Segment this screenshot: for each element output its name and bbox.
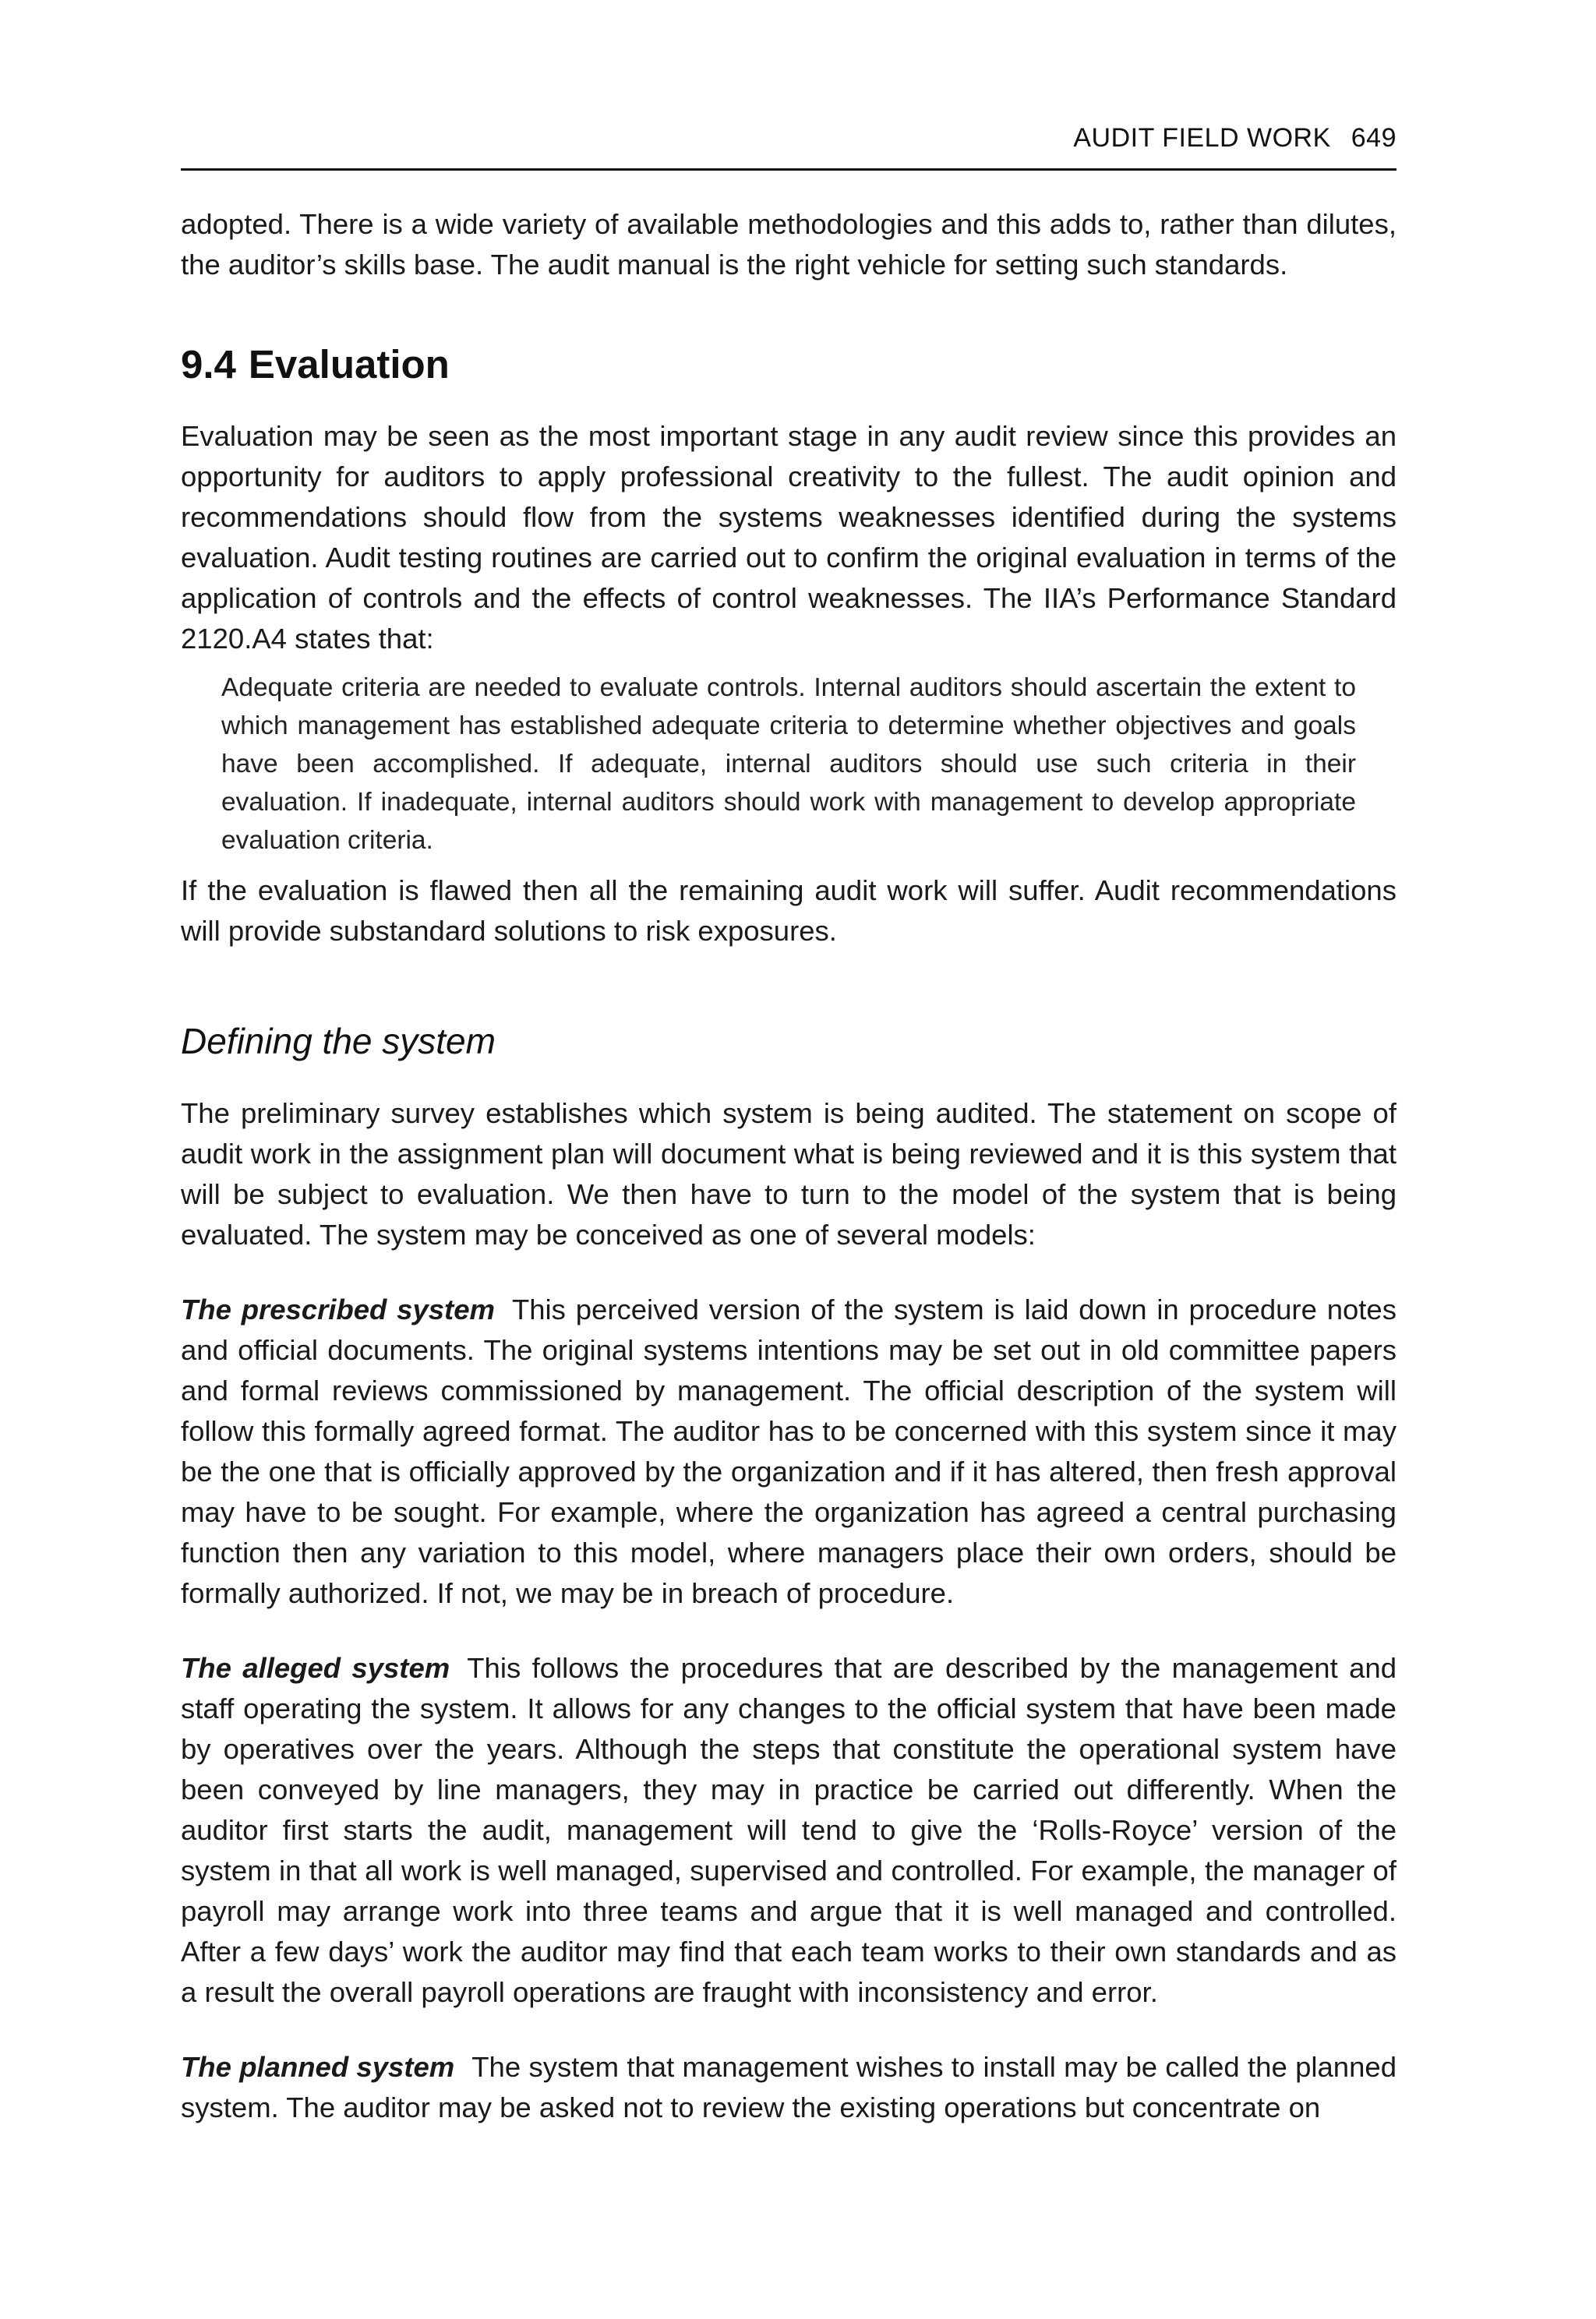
model-alleged-text: This follows the procedures that are described by the management and staff operating the system. It allows for any changes to the official system that have been made by operatives over the years. Although the steps that constitute the operational system have been conveyed by line managers, they may in practice be carried out differently. When the auditor first starts the audit, management will tend to give the ‘Rolls-Royce’ version of the system in that all work is well managed, supervised and controlled. For example, the manager of payroll may arrange work into three teams and argue that it is well managed and controlled. After a few days’ work the auditor may find that each team works to their own standards and as a result the overall payroll operations are fraught with inconsistency and error.	[181, 1652, 1396, 2008]
model-planned-term: The planned system	[181, 2051, 455, 2083]
model-alleged-paragraph	[181, 1648, 1396, 2013]
model-planned-text: The system that management wishes to install may be called the planned system. The auditor may be asked not to review the existing operations but concentrate on	[181, 2051, 1396, 2123]
model-prescribed-paragraph	[181, 1290, 1396, 1614]
subsection-heading: Defining the system	[181, 1021, 496, 1061]
evaluation-paragraph-1: Evaluation may be seen as the most important stage in any audit review since this provides an opportunity for auditors to apply professional creativity to the fullest. The audit opinion and recommendations should flow from the systems weaknesses identified during the systems evaluation. Audit testing routines are carried out to confirm the original evaluation in terms of the application of controls and the effects of control weaknesses. The IIA’s Performance Standard 2120.A4 states that:	[181, 420, 1396, 655]
section-title: Evaluation	[248, 342, 450, 386]
section-number: 9.4	[181, 342, 236, 386]
page-body	[181, 204, 1396, 2128]
running-head	[1073, 123, 1396, 154]
model-alleged-term: The alleged system	[181, 1652, 450, 1684]
standard-quote: Adequate criteria are needed to evaluate controls. Internal auditors should ascertain the extent to which management has established adequate criteria to determine whether objectives and goals have been accomplished. If adequate, internal auditors should use such criteria in their evaluation. If inadequate, internal auditors should work with management to develop appropriate evaluation criteria.	[221, 673, 1356, 855]
intro-paragraph: adopted. There is a wide variety of available methodologies and this adds to, rather than dilutes, the auditor’s skills base. The audit manual is the right vehicle for setting such standards.	[181, 208, 1396, 281]
model-prescribed-text: This perceived version of the system is laid down in procedure notes and official documents. The original systems intentions may be set out in old committee papers and formal reviews commissioned by management. The official description of the system will follow this formally agreed format. The auditor has to be concerned with this system since it may be the one that is officially approved by the organization and if it has altered, then fresh approval may have to be sought. For example, where the organization has agreed a central purchasing function then any variation to this model, where managers place their own orders, should be formally authorized. If not, we may be in breach of procedure.	[181, 1294, 1396, 1609]
header-rule	[181, 168, 1396, 171]
model-prescribed-term: The prescribed system	[181, 1294, 495, 1325]
running-head-title: AUDIT FIELD WORK	[1073, 123, 1331, 153]
defining-system-paragraph: The preliminary survey establishes which system is being audited. The statement on scope of audit work in the assignment plan will document what is being reviewed and it is this system that will be subject to evaluation. We then have to turn to the model of the system that is being evaluated. The system may be conceived as one of several models:	[181, 1097, 1396, 1251]
model-planned-paragraph	[181, 2047, 1396, 2128]
evaluation-paragraph-2: If the evaluation is flawed then all the remaining audit work will suffer. Audit recommendations will provide substandard solutions to risk exposures.	[181, 874, 1396, 947]
section-heading	[181, 340, 1396, 390]
page-number: 649	[1351, 123, 1396, 153]
